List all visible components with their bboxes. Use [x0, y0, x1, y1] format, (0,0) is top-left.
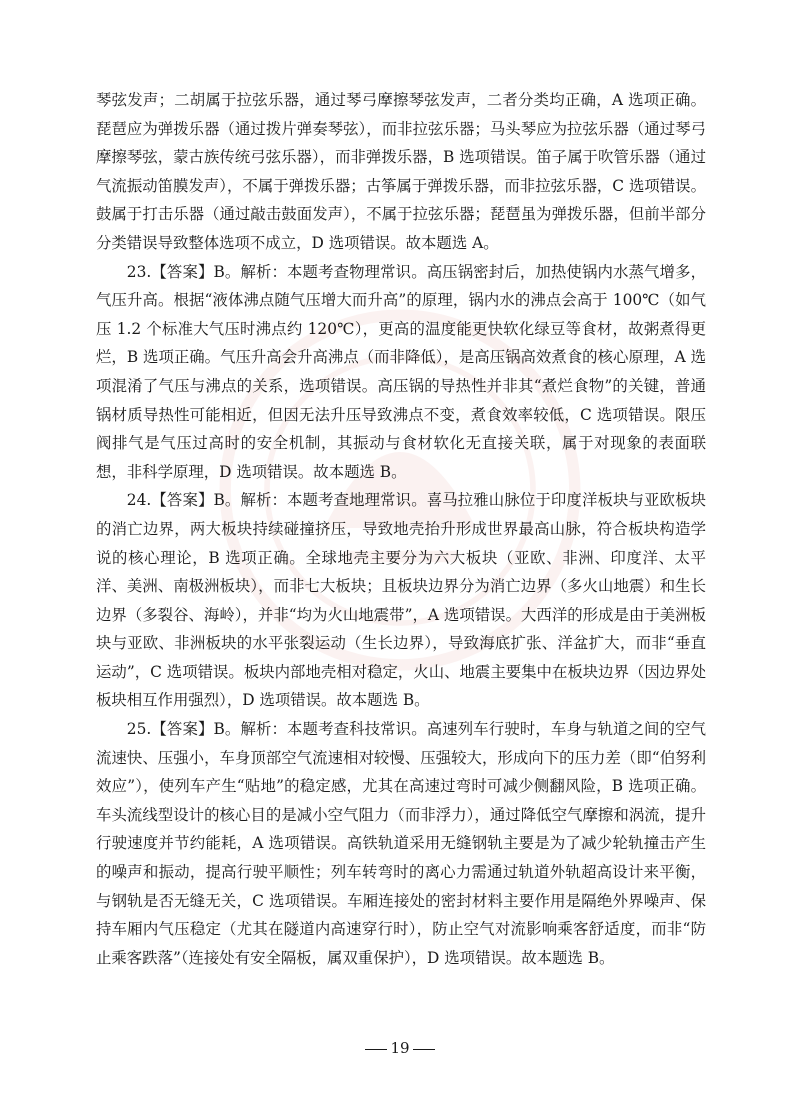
paragraph-continuation: 琴弦发声；二胡属于拉弦乐器，通过琴弓摩擦琴弦发声，二者分类均正确，A 选项正确。琵琶应为弹拨乐器（通过拨片弹奏琴弦），而非拉弦乐器；马头琴应为拉弦乐器（通过琴弓摩擦琴弦，蒙古族传统弓弦乐器），而非弹拨乐器，B 选项错误。笛子属于吹管乐器（通过气流振动笛膜发声），不属于弹拨乐器；古筝属于弹拨乐器，而非拉弦乐器，C 选项错误。鼓属于打击乐器（通过敲击鼓面发声），不属于拉弦乐器；琵琶虽为弹拨乐器，但前半部分分类错误导致整体选项不成立，D 选项错误。故本题选 A。	[96, 91, 706, 252]
paragraph-question-23: 23.【答案】B。解析：本题考查物理常识。高压锅密封后，加热使锅内水蒸气增多，气压升高。根据“液体沸点随气压增大而升高”的原理，锅内水的沸点会高于 100℃（如气压 1.2 个标准大气压时沸点约 120℃），更高的温度能更快软化绿豆等食材，故粥煮得更烂，B 选项正确。气压升高会升高沸点（而非降低），是高压锅高效煮食的核心原理，A 选项混淆了气压与沸点的关系，选项错误。高压锅的导热性并非其“煮烂食物”的关键，普通锅材质导热性可能相近，但因无法升压导致沸点不变，煮食效率较低，C 选项错误。限压阀排气是气压过高时的安全机制，其振动与食材软化无直接关联，属于对现象的表面联想，非科学原理，D 选项错误。故本题选 B。	[96, 262, 706, 481]
paragraph-question-25: 25.【答案】B。解析：本题考查科技常识。高速列车行驶时，车身与轨道之间的空气流速快、压强小，车身顶部空气流速相对较慢、压强较大，形成向下的压力差（即“伯努利效应”），使列车产生“贴地”的稳定感，尤其在高速过弯时可减少侧翻风险，B 选项正确。车头流线型设计的核心目的是减小空气阻力（而非浮力），通过降低空气摩擦和涡流，提升行驶速度并节约能耗，A 选项错误。高铁轨道采用无缝钢轨主要是为了减少轮轨撞击产生的噪声和振动，提高行驶平顺性；列车转弯时的离心力需通过轨道外轨超高设计来平衡，与钢轨是否无缝无关，C 选项错误。车厢连接处的密封材料主要作用是隔绝外界噪声、保持车厢内气压稳定（尤其在隧道内高速穿行时），防止空气对流影响乘客舒适度，而非“防止乘客跌落”（连接处有安全隔板，属双重保护），D 选项错误。故本题选 B。	[96, 720, 706, 967]
footer-dash-right	[413, 1049, 435, 1050]
page-footer	[0, 1039, 800, 1057]
paragraph-question-24: 24.【答案】B。解析：本题考查地理常识。喜马拉雅山脉位于印度洋板块与亚欧板块的消亡边界，两大板块持续碰撞挤压，导致地壳抬升形成世界最高山脉，符合板块构造学说的核心理论，B 选项正确。全球地壳主要分为六大板块（亚欧、非洲、印度洋、太平洋、美洲、南极洲板块），而非七大板块；且板块边界分为消亡边界（多火山地震）和生长边界（多裂谷、海岭），并非“均为火山地震带”，A 选项错误。大西洋的形成是由于美洲板块与亚欧、非洲板块的水平张裂运动（生长边界），导致海底扩张、洋盆扩大，而非“垂直运动”，C 选项错误。板块内部地壳相对稳定，火山、地震主要集中在板块边界（因边界处板块相互作用强烈），D 选项错误。故本题选 B。	[96, 491, 706, 710]
footer-dash-left	[365, 1049, 387, 1050]
page-number: 19	[390, 1039, 410, 1057]
answer-explanations	[96, 86, 706, 972]
